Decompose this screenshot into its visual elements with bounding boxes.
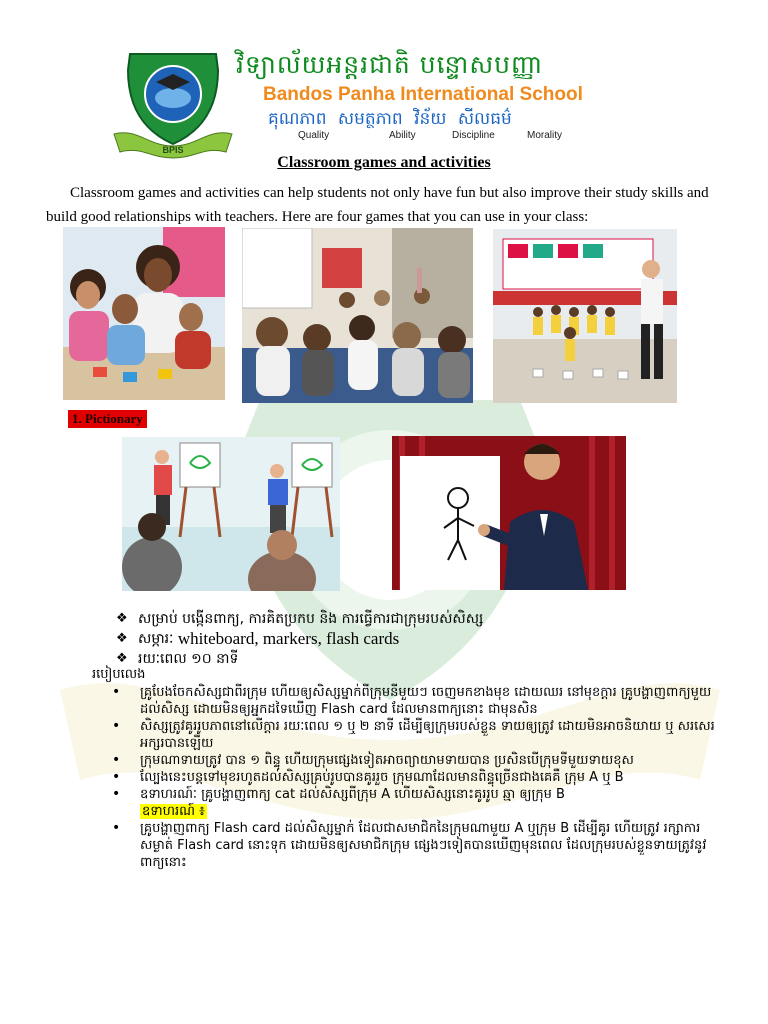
materials-label: សម្ភារៈ [138,631,174,647]
bullet-dot-icon: • [112,786,121,802]
bullet-dot-icon: • [112,684,121,700]
illustration-pictionary-easels [122,437,340,591]
rule-text: ល្បែងនេះបន្តទៅមុខរហូតដល់សិស្សគ្រប់រូបបានគូររួច ក្រុមណាដែលមានពិន្ទុច្រើនជាងគេគឺ ក្រុម A ឬ B [140,770,624,785]
how-to-play-label: របៀបលេង [92,667,146,682]
rule-item [112,718,716,752]
diamond-bullet-icon: ❖ [116,651,128,666]
school-name-english: Bandos Panha International School [263,84,583,105]
rule-text: ឧទាហរណ៍ៈ គ្រូបង្ហាញពាក្យ cat ដល់សិស្សពីក្រុម A ហើយសិស្សនោះគូររូប ឆ្មា ឲ្យក្រុម B [140,787,565,802]
value-discipline: Discipline [452,130,495,141]
list-item [116,629,736,649]
intro-paragraph: Classroom games and activities can help students not only have fun but also improve their study skills and build good relationships with teachers. Here are four games that you can use in your class: [46,185,709,225]
rule-text: សិស្សត្រូវគូររូបភាពនៅលើក្ដារ រយៈពេល ១ ឬ ២ នាទី ដើម្បីឲ្យក្រុមរបស់ខ្លួន ទាយឲ្យត្រូវ ដោយមិនអាចនិយាយ ឬ សរសេរអក្សរបានឡើយ [140,719,715,751]
bullet-dot-icon: • [112,752,121,768]
example-label-row [112,803,716,820]
school-name-khmer: វិទ្យាល័យអន្តរជាតិ បន្ទោសបញ្ញា [236,50,544,79]
rule-item [112,684,716,718]
value-morality: Morality [527,130,563,141]
value-quality: Quality [298,130,330,141]
bullet-dot-icon: • [112,718,121,734]
section-pictionary-heading: 1. Pictionary [68,410,147,428]
materials-text: whiteboard, markers, flash cards [177,629,400,648]
photo-kids-with-teacher [63,227,225,400]
rule-item [112,820,716,871]
school-values-khmer: គុណភាព សមត្ថភាព វិន័យ សីលធម៌ [268,109,512,129]
bullet-dot-icon: • [112,820,121,836]
example-label: ឧទាហរណ៍ ៖ [142,804,205,819]
photo-classroom-teacher [493,229,677,403]
rule-item [112,786,716,803]
rule-item [112,769,716,786]
document-title: Classroom games and activities [277,154,491,171]
diamond-bullet-icon: ❖ [116,611,128,626]
rule-item [112,752,716,769]
value-ability: Ability [389,130,416,141]
list-item [116,649,736,669]
duration-text: រយៈពេល ១០ នាទី [138,651,239,667]
rule-text: ក្រុមណាទាយត្រូវ បាន ១ ពិន្ទុ ហើយក្រុមផ្សេងទៀតអាចព្យាយាមទាយបាន ប្រសិនបើក្រុមទីមួយទាយខុស [140,753,634,768]
bullet-dot-icon: • [112,769,121,785]
rule-text: គ្រូបង្ហាញពាក្យ Flash card ដល់សិស្សម្នាក់ ដែលជាសមាជិកនៃក្រុមណាមួយ A ឬក្រុម B ដើម្បីគូរ ហើយត្រូវ រក្សាការសម្ងាត់ Flash card នោះទុក ដោយមិនឲ្យសមាជិកក្រុម ផ្សេងៗទៀតបានឃើញមុនពេល ដែលក្រុមរបស់ខ្លួនទាយត្រូវនូវពាក្យនោះ [140,821,707,870]
photo-pictionary-host [392,436,626,590]
logo-text: BPIS [162,145,184,155]
list-item [116,609,736,629]
purpose-text: សម្រាប់ បង្កើនពាក្យ, ការគិតប្រកប និង ការធ្វើការជាក្រុមរបស់សិស្ស [138,611,484,627]
pictionary-overview-list [116,609,736,669]
diamond-bullet-icon: ❖ [116,631,128,646]
rules-list [112,684,716,871]
school-logo-icon [108,48,238,160]
rule-text: គ្រូបែងចែកសិស្សជាពីរក្រុម ហើយឲ្យសិស្សម្នាក់ពីក្រុមនីមួយៗ ចេញមកខាងមុខ ដោយឈរ នៅមុខក្ដារ គ្រូបង្ហាញពាក្យមួយដល់សិស្ស ដោយមិនឲ្យអ្នកដទៃឃើញ Flash card ដែលមានពាក្យនោះ ជាមុនសិន [140,685,712,717]
photo-classroom-floor [242,228,473,403]
